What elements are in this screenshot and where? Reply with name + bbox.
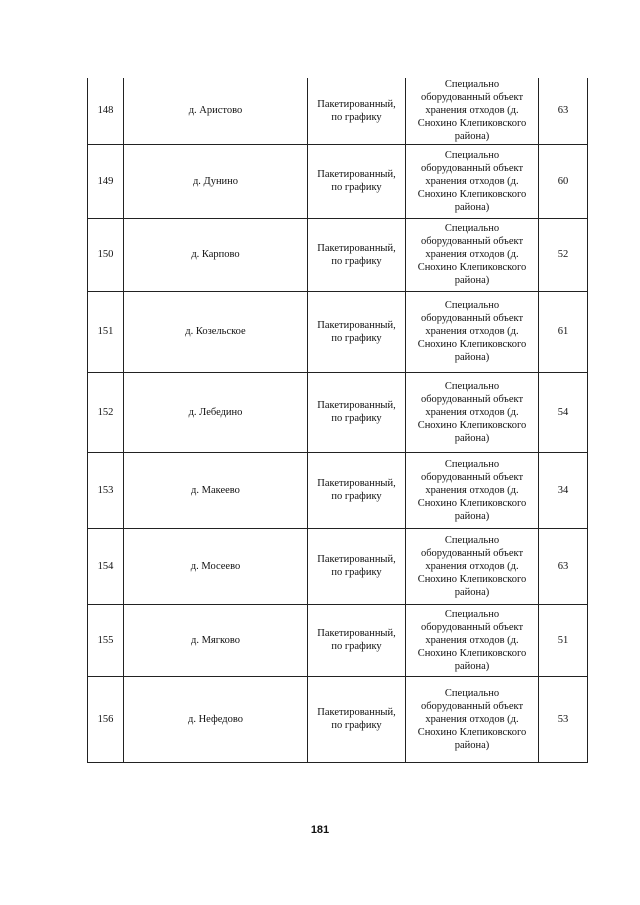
collection-type: Пакетированный, по графику xyxy=(308,291,406,372)
collection-type: Пакетированный, по графику xyxy=(308,676,406,762)
settlement-name: д. Мосеево xyxy=(124,528,308,604)
settlement-name: д. Лебедино xyxy=(124,372,308,452)
disposal-destination: Специально оборудованный объект хранения отходов (д. Снохино Клепиковского района) xyxy=(406,676,539,762)
row-number: 155 xyxy=(88,604,124,676)
row-number: 153 xyxy=(88,452,124,528)
row-number: 148 xyxy=(88,78,124,144)
table-row xyxy=(88,78,588,144)
collection-type: Пакетированный, по графику xyxy=(308,218,406,291)
table-row xyxy=(88,218,588,291)
disposal-destination: Специально оборудованный объект хранения отходов (д. Снохино Клепиковского района) xyxy=(406,372,539,452)
disposal-destination: Специально оборудованный объект хранения отходов (д. Снохино Клепиковского района) xyxy=(406,144,539,218)
row-value: 34 xyxy=(539,452,588,528)
row-value: 61 xyxy=(539,291,588,372)
row-value: 53 xyxy=(539,676,588,762)
waste-collection-table xyxy=(87,78,588,763)
row-number: 149 xyxy=(88,144,124,218)
row-value: 63 xyxy=(539,528,588,604)
settlement-name: д. Нефедово xyxy=(124,676,308,762)
row-number: 152 xyxy=(88,372,124,452)
table-row xyxy=(88,676,588,762)
collection-type: Пакетированный, по графику xyxy=(308,78,406,144)
settlement-name: д. Карпово xyxy=(124,218,308,291)
row-value: 51 xyxy=(539,604,588,676)
settlement-name: д. Козельское xyxy=(124,291,308,372)
table-row xyxy=(88,604,588,676)
page-number: 181 xyxy=(310,824,330,836)
row-value: 60 xyxy=(539,144,588,218)
settlement-name: д. Дунино xyxy=(124,144,308,218)
table-row xyxy=(88,452,588,528)
disposal-destination: Специально оборудованный объект хранения отходов (д. Снохино Клепиковского района) xyxy=(406,291,539,372)
table-row xyxy=(88,144,588,218)
disposal-destination: Специально оборудованный объект хранения отходов (д. Снохино Клепиковского района) xyxy=(406,452,539,528)
row-number: 150 xyxy=(88,218,124,291)
disposal-destination: Специально оборудованный объект хранения отходов (д. Снохино Клепиковского района) xyxy=(406,604,539,676)
disposal-destination: Специально оборудованный объект хранения отходов (д. Снохино Клепиковского района) xyxy=(406,78,539,144)
collection-type: Пакетированный, по графику xyxy=(308,528,406,604)
row-number: 151 xyxy=(88,291,124,372)
disposal-destination: Специально оборудованный объект хранения отходов (д. Снохино Клепиковского района) xyxy=(406,528,539,604)
table-row xyxy=(88,528,588,604)
row-number: 156 xyxy=(88,676,124,762)
collection-type: Пакетированный, по графику xyxy=(308,144,406,218)
row-value: 54 xyxy=(539,372,588,452)
row-number: 154 xyxy=(88,528,124,604)
settlement-name: д. Аристово xyxy=(124,78,308,144)
table-row xyxy=(88,372,588,452)
collection-type: Пакетированный, по графику xyxy=(308,372,406,452)
disposal-destination: Специально оборудованный объект хранения отходов (д. Снохино Клепиковского района) xyxy=(406,218,539,291)
settlement-name: д. Макеево xyxy=(124,452,308,528)
row-value: 63 xyxy=(539,78,588,144)
row-value: 52 xyxy=(539,218,588,291)
table-row xyxy=(88,291,588,372)
collection-type: Пакетированный, по графику xyxy=(308,604,406,676)
collection-type: Пакетированный, по графику xyxy=(308,452,406,528)
settlement-name: д. Мягково xyxy=(124,604,308,676)
